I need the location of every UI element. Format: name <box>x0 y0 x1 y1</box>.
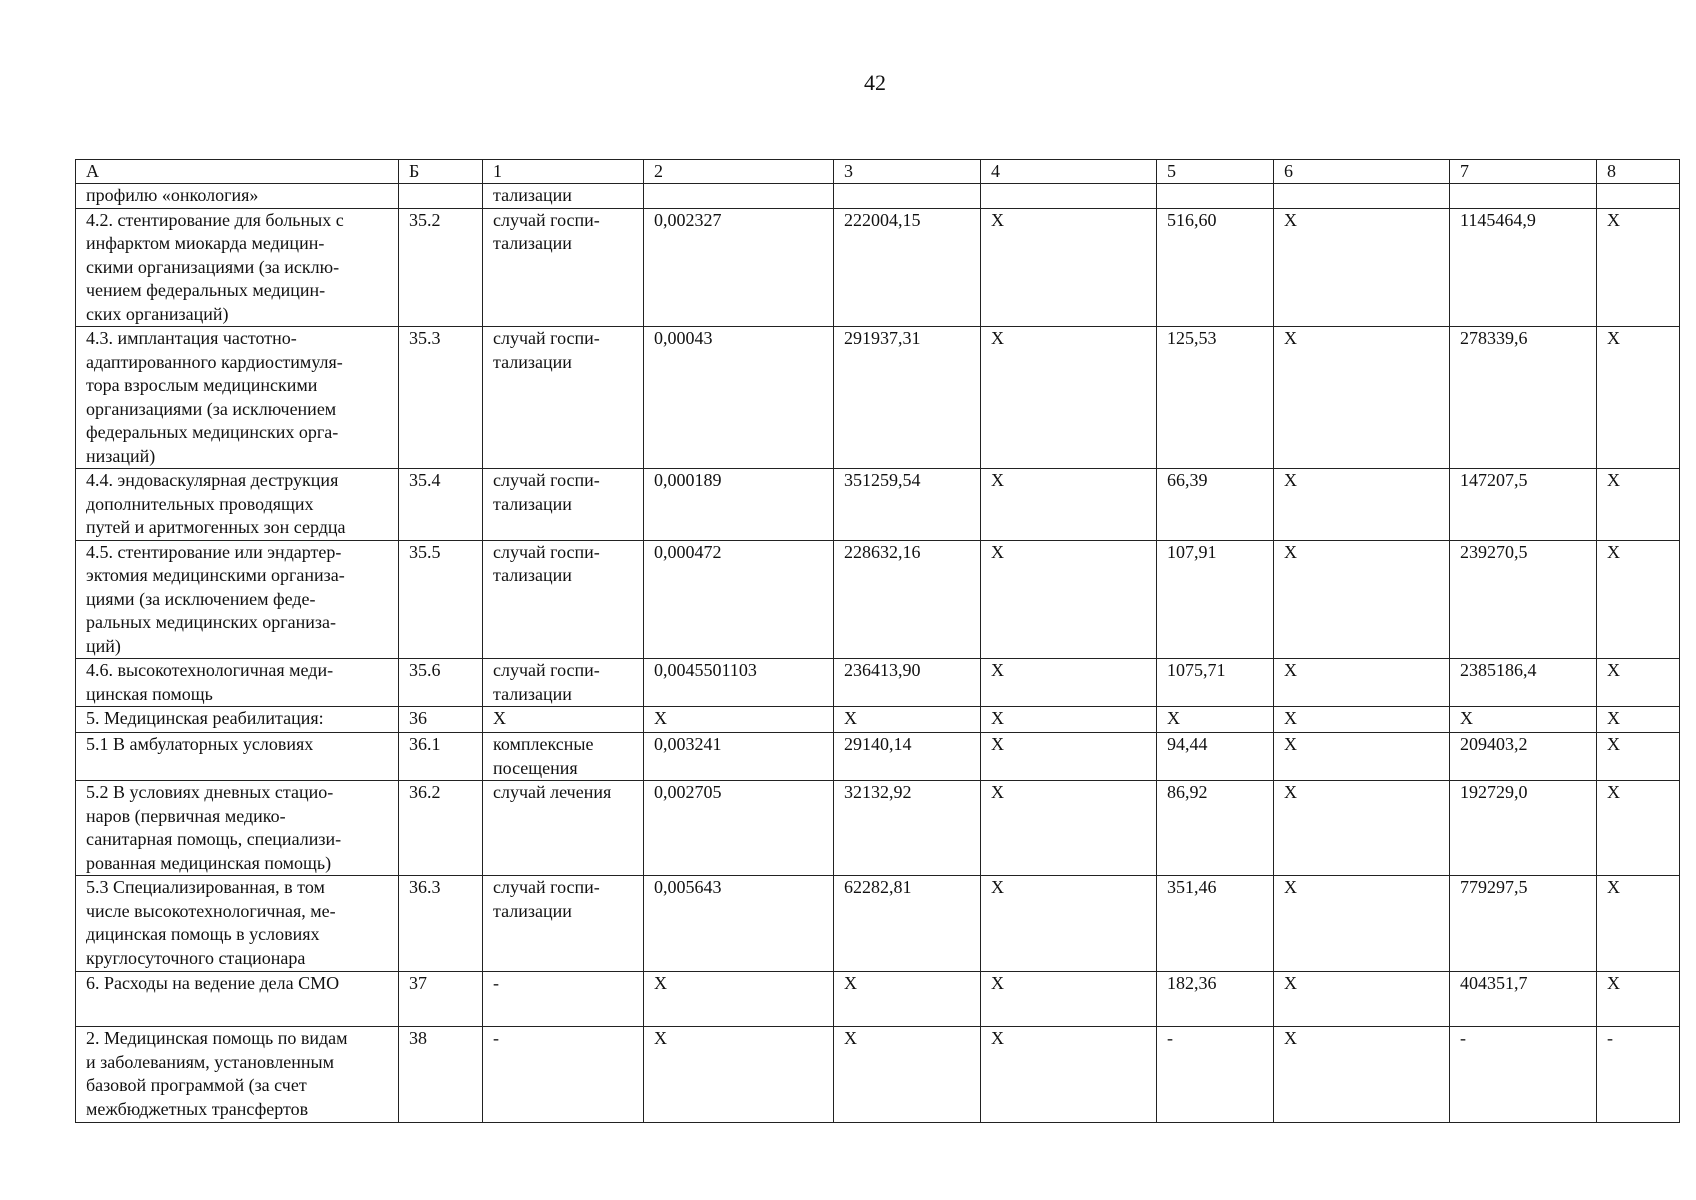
row-col3-cell <box>834 184 981 209</box>
row-col5-cell: 182,36 <box>1157 972 1274 1027</box>
row-col3-cell: 236413,90 <box>834 659 981 707</box>
row-unit-cell: случай госпи- тализации <box>483 540 644 659</box>
row-col6-cell: Х <box>1274 1027 1450 1123</box>
row-unit-cell: - <box>483 972 644 1027</box>
row-col2-cell: 0,005643 <box>644 876 834 972</box>
row-col6-cell: Х <box>1274 540 1450 659</box>
row-col2-cell: Х <box>644 1027 834 1123</box>
row-col4-cell: Х <box>981 540 1157 659</box>
row-col8-cell <box>1597 184 1680 209</box>
row-code-cell: 35.5 <box>399 540 483 659</box>
row-col2-cell <box>644 184 834 209</box>
row-col2-cell: 0,002705 <box>644 781 834 876</box>
row-col2-cell: 0,0045501103 <box>644 659 834 707</box>
table-row <box>76 1027 1680 1123</box>
row-col7-cell: 404351,7 <box>1450 972 1597 1027</box>
row-code-cell: 38 <box>399 1027 483 1123</box>
row-col3-cell: 62282,81 <box>834 876 981 972</box>
row-col8-cell: Х <box>1597 733 1680 781</box>
row-col7-cell: 278339,6 <box>1450 327 1597 469</box>
row-col3-cell: Х <box>834 707 981 733</box>
row-code-cell: 36.2 <box>399 781 483 876</box>
row-unit-cell: случай госпи- тализации <box>483 659 644 707</box>
row-col2-cell: Х <box>644 707 834 733</box>
row-col7-cell: 239270,5 <box>1450 540 1597 659</box>
row-col8-cell: - <box>1597 1027 1680 1123</box>
row-col5-cell: 125,53 <box>1157 327 1274 469</box>
row-name-cell: 4.5. стентирование или эндартер- эктомия медицинскими организа- циями (за исключением феде- ральных медицинских организа- ций) <box>76 540 399 659</box>
row-col7-cell: - <box>1450 1027 1597 1123</box>
table-row <box>76 184 1680 209</box>
row-col8-cell: Х <box>1597 781 1680 876</box>
table-row <box>76 469 1680 541</box>
row-unit-cell: - <box>483 1027 644 1123</box>
table-row <box>76 781 1680 876</box>
row-code-cell: 35.3 <box>399 327 483 469</box>
row-col7-cell: 1145464,9 <box>1450 208 1597 327</box>
row-col6-cell: Х <box>1274 876 1450 972</box>
table-row <box>76 876 1680 972</box>
row-col6-cell: Х <box>1274 733 1450 781</box>
row-name-cell: 4.6. высокотехнологичная меди- цинская помощь <box>76 659 399 707</box>
row-col5-cell: - <box>1157 1027 1274 1123</box>
row-code-cell: 36.1 <box>399 733 483 781</box>
row-code-cell: 36 <box>399 707 483 733</box>
row-col3-cell: 351259,54 <box>834 469 981 541</box>
row-col5-cell: 107,91 <box>1157 540 1274 659</box>
row-unit-cell: тализации <box>483 184 644 209</box>
row-col7-cell: 2385186,4 <box>1450 659 1597 707</box>
row-col5-cell: 1075,71 <box>1157 659 1274 707</box>
row-code-cell: 35.6 <box>399 659 483 707</box>
header-cell-2: 2 <box>644 160 834 184</box>
table-row <box>76 208 1680 327</box>
header-cell-8: 8 <box>1597 160 1680 184</box>
row-col6-cell: Х <box>1274 469 1450 541</box>
row-col4-cell: Х <box>981 469 1157 541</box>
row-col5-cell: 351,46 <box>1157 876 1274 972</box>
table-row <box>76 659 1680 707</box>
row-col2-cell: 0,002327 <box>644 208 834 327</box>
row-col5-cell: 86,92 <box>1157 781 1274 876</box>
header-cell-7: 7 <box>1450 160 1597 184</box>
header-cell-6: 6 <box>1274 160 1450 184</box>
row-unit-cell: случай госпи- тализации <box>483 469 644 541</box>
row-col8-cell: Х <box>1597 707 1680 733</box>
row-col6-cell: Х <box>1274 707 1450 733</box>
row-col5-cell <box>1157 184 1274 209</box>
row-code-cell <box>399 184 483 209</box>
row-unit-cell: случай госпи- тализации <box>483 876 644 972</box>
row-name-cell: 4.2. стентирование для больных с инфарктом миокарда медицин- скими организациями (за исклю- чением федеральных медицин- ских организаций) <box>76 208 399 327</box>
table-row <box>76 972 1680 1027</box>
table-row <box>76 733 1680 781</box>
table-header-row <box>76 160 1680 184</box>
row-col4-cell: Х <box>981 208 1157 327</box>
row-col6-cell <box>1274 184 1450 209</box>
row-col8-cell: Х <box>1597 876 1680 972</box>
header-cell-1: 1 <box>483 160 644 184</box>
table-row <box>76 707 1680 733</box>
row-name-cell: 5.1 В амбулаторных условиях <box>76 733 399 781</box>
row-col5-cell: Х <box>1157 707 1274 733</box>
row-col4-cell: Х <box>981 733 1157 781</box>
header-cell-4: 4 <box>981 160 1157 184</box>
row-col4-cell: Х <box>981 659 1157 707</box>
row-col3-cell: Х <box>834 1027 981 1123</box>
row-code-cell: 36.3 <box>399 876 483 972</box>
row-name-cell: 2. Медицинская помощь по видам и заболеваниям, установленным базовой программой (за счет межбюджетных трансфертов <box>76 1027 399 1123</box>
row-name-cell: 5.2 В условиях дневных стацио- наров (первичная медико- санитарная помощь, специализи- рованная медицинская помощь) <box>76 781 399 876</box>
row-name-cell: 5. Медицинская реабилитация: <box>76 707 399 733</box>
row-name-cell: 4.3. имплантация частотно- адаптированного кардиостимуля- тора взрослым медицинскими организациями (за исключением федеральных медицинских орга- низаций) <box>76 327 399 469</box>
row-unit-cell: случай госпи- тализации <box>483 327 644 469</box>
row-col6-cell: Х <box>1274 208 1450 327</box>
row-col7-cell: 779297,5 <box>1450 876 1597 972</box>
row-unit-cell: случай госпи- тализации <box>483 208 644 327</box>
row-code-cell: 37 <box>399 972 483 1027</box>
row-code-cell: 35.2 <box>399 208 483 327</box>
row-col2-cell: Х <box>644 972 834 1027</box>
row-col8-cell: Х <box>1597 208 1680 327</box>
row-name-cell: 6. Расходы на ведение дела СМО <box>76 972 399 1027</box>
row-col6-cell: Х <box>1274 972 1450 1027</box>
row-col4-cell: Х <box>981 781 1157 876</box>
row-col5-cell: 516,60 <box>1157 208 1274 327</box>
row-col6-cell: Х <box>1274 659 1450 707</box>
budget-table <box>75 159 1680 1123</box>
row-col2-cell: 0,000189 <box>644 469 834 541</box>
row-col3-cell: 291937,31 <box>834 327 981 469</box>
row-col5-cell: 94,44 <box>1157 733 1274 781</box>
row-col3-cell: 228632,16 <box>834 540 981 659</box>
row-col3-cell: 222004,15 <box>834 208 981 327</box>
row-col7-cell <box>1450 184 1597 209</box>
row-col3-cell: Х <box>834 972 981 1027</box>
row-unit-cell: случай лечения <box>483 781 644 876</box>
row-col3-cell: 32132,92 <box>834 781 981 876</box>
row-col8-cell: Х <box>1597 972 1680 1027</box>
row-col7-cell: 192729,0 <box>1450 781 1597 876</box>
table-row <box>76 327 1680 469</box>
header-cell-3: 3 <box>834 160 981 184</box>
row-unit-cell: комплексные посещения <box>483 733 644 781</box>
row-col7-cell: 147207,5 <box>1450 469 1597 541</box>
row-name-cell: 4.4. эндоваскулярная деструкция дополнительных проводящих путей и аритмогенных зон сердца <box>76 469 399 541</box>
row-col3-cell: 29140,14 <box>834 733 981 781</box>
page-number: 42 <box>864 70 886 95</box>
row-col5-cell: 66,39 <box>1157 469 1274 541</box>
header-cell-b: Б <box>399 160 483 184</box>
row-col7-cell: 209403,2 <box>1450 733 1597 781</box>
table-row <box>76 540 1680 659</box>
row-col8-cell: Х <box>1597 469 1680 541</box>
row-col6-cell: Х <box>1274 327 1450 469</box>
row-unit-cell: Х <box>483 707 644 733</box>
row-col6-cell: Х <box>1274 781 1450 876</box>
row-col4-cell: Х <box>981 327 1157 469</box>
row-col7-cell: Х <box>1450 707 1597 733</box>
row-col4-cell: Х <box>981 1027 1157 1123</box>
row-col8-cell: Х <box>1597 327 1680 469</box>
row-col4-cell: Х <box>981 707 1157 733</box>
row-col4-cell: Х <box>981 972 1157 1027</box>
header-cell-a: А <box>76 160 399 184</box>
row-col8-cell: Х <box>1597 540 1680 659</box>
header-cell-5: 5 <box>1157 160 1274 184</box>
row-name-cell: 5.3 Специализированная, в том числе высокотехнологичная, ме- дицинская помощь в условиях круглосуточного стационара <box>76 876 399 972</box>
row-col2-cell: 0,000472 <box>644 540 834 659</box>
row-col2-cell: 0,003241 <box>644 733 834 781</box>
row-col4-cell: Х <box>981 876 1157 972</box>
row-code-cell: 35.4 <box>399 469 483 541</box>
row-col4-cell <box>981 184 1157 209</box>
row-name-cell: профилю «онкология» <box>76 184 399 209</box>
row-col8-cell: Х <box>1597 659 1680 707</box>
row-col2-cell: 0,00043 <box>644 327 834 469</box>
